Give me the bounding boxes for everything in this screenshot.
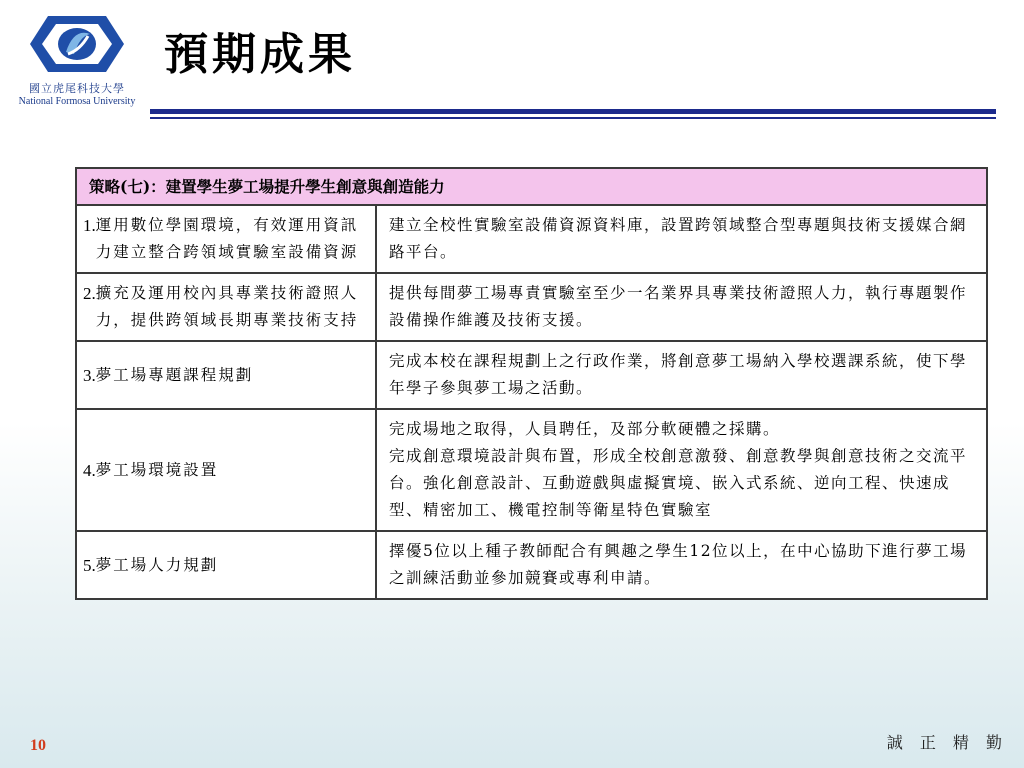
table-row: [76, 273, 987, 341]
university-name-en: National Formosa University: [18, 96, 136, 107]
table-header-row: [76, 168, 987, 205]
outcome-cell: [376, 531, 987, 599]
item-text: 夢工場專題課程規劃: [95, 365, 254, 384]
item-text: 夢工場環境設置: [95, 460, 219, 479]
school-motto: 誠 正 精 勤: [886, 733, 1008, 752]
outcome-text: 建立全校性實驗室設備資源資料庫，設置跨領域整合型專題與技術支援媒合網路平台。: [389, 216, 968, 261]
outcome-cell: [376, 205, 987, 273]
strategy-item-cell: [76, 409, 376, 531]
page-title: 預期成果: [164, 29, 356, 80]
strategy-item-cell: [76, 341, 376, 409]
university-name-cn: 國立虎尾科技大學: [29, 82, 125, 95]
strategy-item-cell: [76, 531, 376, 599]
table-row: [76, 341, 987, 409]
outcome-cell: [376, 409, 987, 531]
table-heading: 策略(七)：建置學生夢工場提升學生創意與創造能力: [76, 168, 987, 205]
item-number: 1.: [83, 216, 96, 235]
outcome-cell: [376, 341, 987, 409]
item-number: 2.: [83, 284, 96, 303]
outcome-cell: [376, 273, 987, 341]
item-number: 4.: [83, 460, 96, 480]
outcome-text: 提供每間夢工場專責實驗室至少一名業界具專業技術證照人力，執行專題製作設備操作維護及技術支援。: [389, 284, 968, 329]
table-row: [76, 531, 987, 599]
item-number: 5.: [83, 555, 96, 575]
outcome-text: 擇優5位以上種子教師配合有興趣之學生12位以上，在中心協助下進行夢工場之訓練活動並參加競賽或專利申請。: [389, 542, 968, 587]
outcome-text: 完成創意環境設計與布置，形成全校創意激發、創意教學與創意技術之交流平台。強化創意設計、互動遊戲與虛擬實境、嵌入式系統、逆向工程、快速成型、精密加工、機電控制等衛星特色實驗室: [389, 447, 968, 519]
item-text: 夢工場人力規劃: [95, 555, 219, 574]
table-row: [76, 409, 987, 531]
table-row: [76, 205, 987, 273]
strategy-item-cell: [76, 205, 376, 273]
title-rule-thin: [150, 117, 996, 119]
item-text: 運用數位學園環境，有效運用資訊力建立整合跨領域實驗室設備資源: [95, 216, 359, 261]
outcome-text: 完成本校在課程規劃上之行政作業，將創意夢工場納入學校選課系統，使下學年學子參與夢工場之活動。: [389, 352, 968, 397]
item-text: 擴充及運用校內具專業技術證照人力，提供跨領域長期專業技術支持: [95, 284, 359, 329]
strategy-item-cell: [76, 273, 376, 341]
university-logo: [6, 14, 148, 114]
item-number: 3.: [83, 365, 96, 385]
title-rule-thick: [150, 109, 996, 114]
nfu-logo-icon: [28, 14, 126, 74]
strategy-table: [75, 167, 988, 600]
page-number: 10: [30, 737, 46, 754]
outcome-text: 完成場地之取得，人員聘任，及部分軟硬體之採購。: [389, 420, 781, 438]
